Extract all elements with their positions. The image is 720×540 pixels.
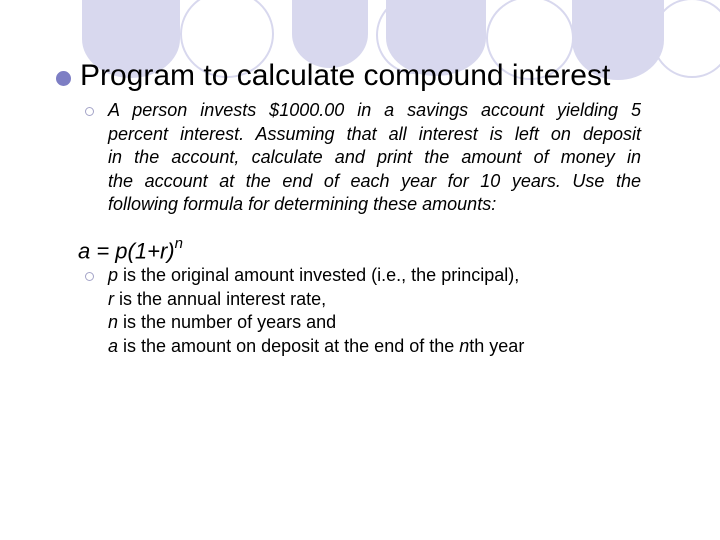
slide-title: Program to calculate compound interest (80, 59, 611, 92)
problem-line: the account at the end of each year for 10 years. Use the (108, 170, 641, 191)
definition-var: n (459, 335, 470, 356)
formula-base: a = p(1+r) (78, 238, 175, 264)
definition-line (108, 335, 524, 359)
problem-statement (108, 99, 641, 217)
definition-var: p (108, 265, 119, 285)
definition-var: a (108, 335, 119, 356)
definition-line (108, 264, 524, 288)
title-bullet-icon (56, 71, 71, 86)
definition-text: is the annual interest rate, (114, 288, 327, 309)
definition-text: is the original amount invested (i.e., the principal), (118, 265, 520, 285)
variable-definitions (108, 264, 524, 358)
definition-line (108, 288, 524, 312)
definition-var: r (108, 288, 114, 309)
definition-text: th year (469, 335, 525, 356)
problem-line: in the account, calculate and print the amount of money in (108, 147, 641, 167)
problem-line: A person invests $1000.00 in a savings account yielding 5 (108, 100, 641, 120)
compound-interest-formula (78, 232, 183, 265)
definition-text: is the number of years and (118, 312, 337, 332)
formula-exponent: n (174, 235, 183, 252)
definition-line (108, 311, 524, 335)
problem-bullet-icon (85, 107, 94, 116)
definitions-bullet-icon (85, 272, 94, 281)
problem-line: following formula for determining these amounts: (108, 194, 497, 214)
definition-var: n (108, 312, 119, 332)
problem-line: percent interest. Assuming that all interest is left on deposit (108, 123, 641, 144)
definition-text: is the amount on deposit at the end of the (118, 335, 460, 356)
